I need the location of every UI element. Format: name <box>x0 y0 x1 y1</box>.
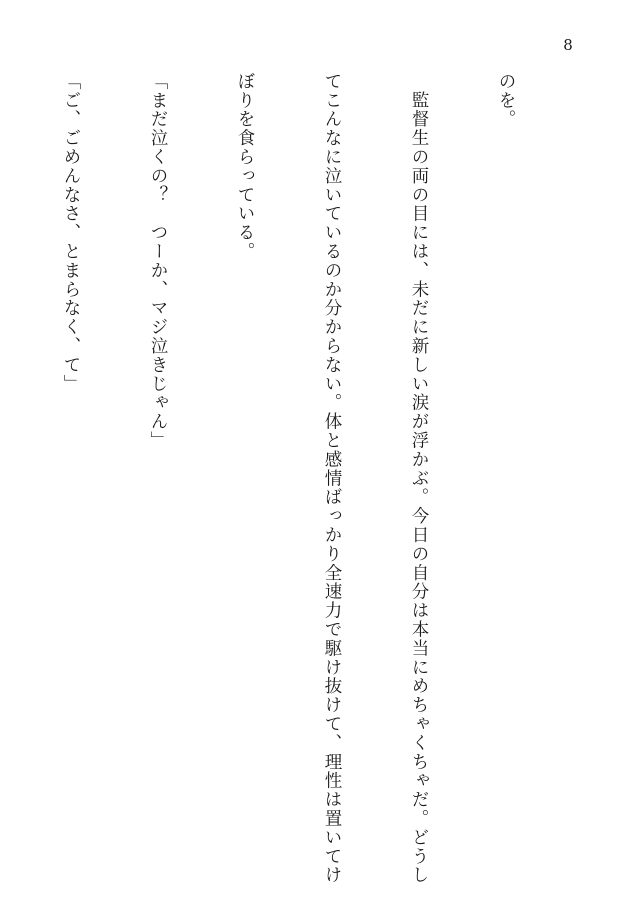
text-line: ぼりを食らっている。 <box>235 72 255 261</box>
text-line: 監督生の両の目には、未だに新しい涙が浮かぶ。今日の自分は本当にめちゃくちゃだ。どうし <box>409 72 429 885</box>
page-number: 8 <box>563 36 573 54</box>
text-line: のを。 <box>496 72 516 129</box>
text-line: 「ご、ごめんなさ、とまらなく、て」 <box>61 72 81 394</box>
text-line: 「まだ泣くの？ つーか、マジ泣きじゃん」 <box>148 72 168 450</box>
novel-body-text <box>0 72 578 885</box>
text-line: てこんなに泣いているのか分からない。体と感情ばっかり全速力で駆け抜けて、理性は置いてけ <box>322 72 342 885</box>
